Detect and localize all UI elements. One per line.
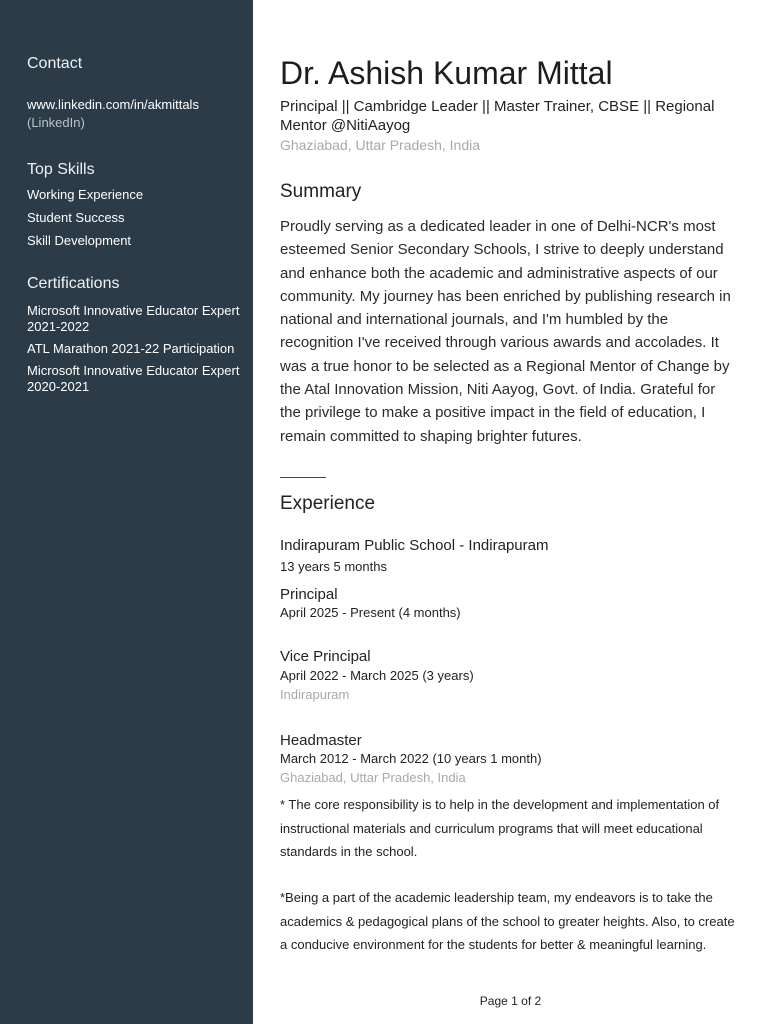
page-number: Page 1 of 2 (479, 994, 542, 1008)
role-location: Indirapuram (280, 687, 350, 702)
certification-title: ATL Marathon 2021-22 Participation (27, 341, 235, 356)
role-location: Ghaziabad, Uttar Pradesh, India (280, 770, 466, 785)
contact-section (27, 54, 249, 131)
contact-heading: Contact (27, 55, 83, 72)
certification-year: 2021-2022 (27, 319, 90, 334)
profile-name: Dr. Ashish Kumar Mittal (280, 55, 613, 91)
experience-heading: Experience (280, 493, 376, 514)
sidebar (0, 0, 253, 1024)
linkedin-label: (LinkedIn) (27, 115, 85, 130)
role-description: * The core responsibility is to help in the development and implementation of instructional materials and curriculum programs that will meet educational standards in the school. (280, 797, 720, 859)
company-tenure: 13 years 5 months (280, 559, 387, 574)
skill-item: Working Experience (27, 187, 144, 202)
role-title: Principal (280, 586, 338, 603)
skill-item: Skill Development (27, 233, 132, 248)
section-divider (280, 477, 326, 478)
certification-item (27, 303, 249, 335)
role-dates: April 2025 - Present (4 months) (280, 605, 461, 620)
skills-heading: Top Skills (27, 161, 95, 178)
profile-location: Ghaziabad, Uttar Pradesh, India (280, 137, 481, 153)
skills-section (27, 160, 249, 249)
certifications-section (27, 274, 249, 395)
profile-headline: Principal || Cambridge Leader || Master Trainer, CBSE || Regional Mentor @NitiAayog (280, 98, 715, 134)
role-title: Vice Principal (280, 648, 371, 665)
certifications-heading: Certifications (27, 275, 120, 292)
skill-item: Student Success (27, 210, 125, 225)
certification-title: Microsoft Innovative Educator Expert (27, 303, 240, 318)
main-content (280, 0, 740, 1024)
summary-heading: Summary (280, 181, 362, 202)
certification-title: Microsoft Innovative Educator Expert (27, 363, 240, 378)
role-dates: April 2022 - March 2025 (3 years) (280, 668, 474, 683)
certification-year: 2020-2021 (27, 379, 90, 394)
certification-item (27, 363, 249, 395)
company-name: Indirapuram Public School - Indirapuram (280, 537, 549, 554)
role-description: *Being a part of the academic leadership team, my endeavors is to take the academics & pedagogical plans of the school to greater heights. Also, to create a conducive environment for the students for better & meaningful learning. (280, 890, 735, 952)
linkedin-link[interactable]: www.linkedin.com/in/akmittals (27, 97, 199, 112)
certification-item (27, 341, 249, 357)
role-title: Headmaster (280, 732, 362, 749)
summary-text: Proudly serving as a dedicated leader in one of Delhi-NCR's most esteemed Senior Secondary Schools, I strive to deeply understand and enhance both the academic and administrative aspects of our community. My journey has been enriched by publishing research in national and international journals, and I'm humbled by the recognition I've received through various awards and accolades. It was a true honor to be selected as a Regional Mentor of Change by the Atal Innovation Mission, Niti Aayog, Govt. of India. Grateful for the privilege to make a positive impact in the field of education, I remain committed to shaping brighter futures. (280, 218, 731, 445)
role-dates: March 2012 - March 2022 (10 years 1 month) (280, 751, 542, 766)
